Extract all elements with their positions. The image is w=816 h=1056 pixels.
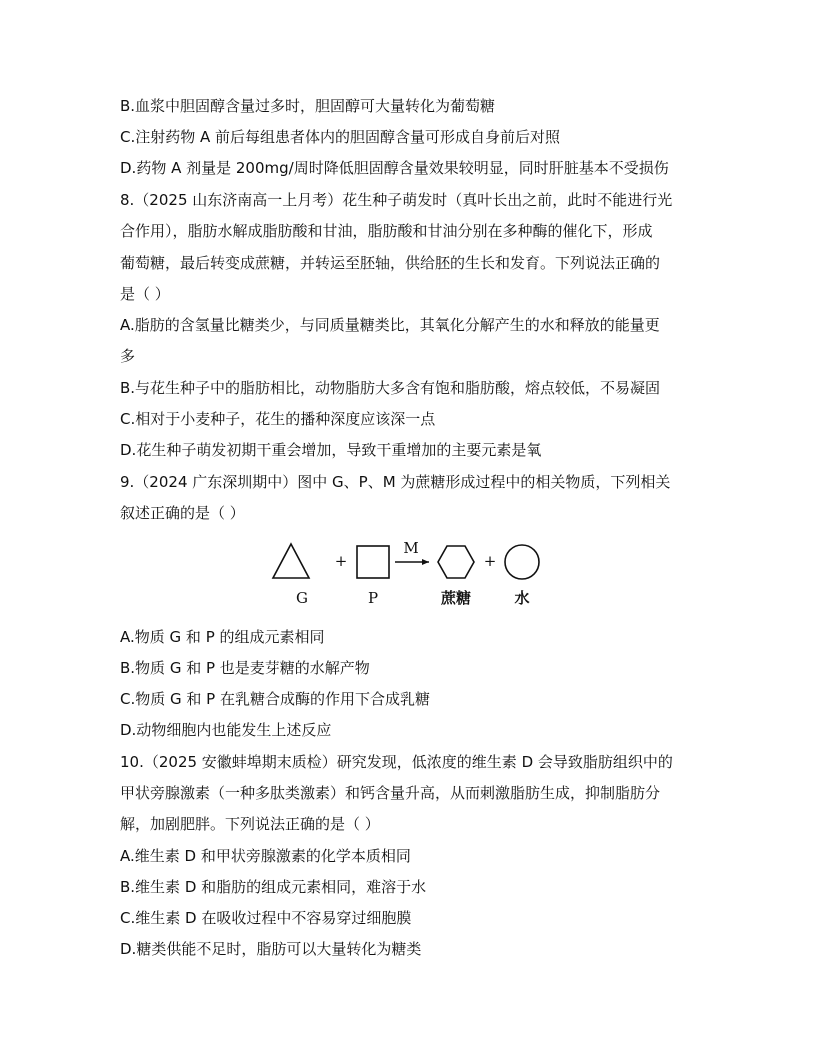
q10-stem-line-2: 甲状旁腺激素（一种多肽类激素）和钙含量升高，从而刺激脂肪生成，抑制脂肪分: [120, 784, 661, 802]
q9-option-a: A.物质 G 和 P 的组成元素相同: [120, 628, 325, 646]
q7-option-b: B.血浆中胆固醇含量过多时，胆固醇可大量转化为葡萄糖: [120, 97, 496, 115]
q8-stem-line-1: 8.（2025 山东济南高一上月考）花生种子萌发时（真叶长出之前，此时不能进行光: [120, 191, 673, 209]
plus-sign-1: +: [334, 552, 348, 570]
q10-stem-line-3: 解，加剧肥胖。下列说法正确的是（ ）: [120, 815, 380, 833]
square-p-icon: [357, 546, 389, 578]
label-p: P: [367, 589, 379, 607]
q10-stem-line-1: 10.（2025 安徽蚌埠期末质检）研究发现，低浓度的维生素 D 会导致脂肪组织中的: [120, 753, 673, 771]
triangle-g-icon: [273, 544, 309, 578]
q8-option-c: C.相对于小麦种子，花生的播种深度应该深一点: [120, 410, 436, 428]
q8-option-b: B.与花生种子中的脂肪相比，动物脂肪大多含有饱和脂肪酸，熔点较低，不易凝固: [120, 379, 661, 397]
q7-option-c: C.注射药物 A 前后每组患者体内的胆固醇含量可形成自身前后对照: [120, 128, 561, 146]
q8-stem-line-3: 葡萄糖，最后转变成蔗糖，并转运至胚轴，供给胚的生长和发育。下列说法正确的: [120, 254, 661, 272]
sucrose-reaction-diagram: [265, 532, 565, 612]
q7-option-d: D.药物 A 剂量是 200mg/周时降低胆固醇含量效果较明显，同时肝脏基本不受损伤: [120, 159, 669, 177]
q9-stem-line-2: 叙述正确的是（ ）: [120, 504, 245, 522]
label-g: G: [296, 589, 308, 607]
hexagon-sucrose-icon: [438, 546, 474, 578]
q10-option-a: A.维生素 D 和甲状旁腺激素的化学本质相同: [120, 847, 411, 865]
q10-option-d: D.糖类供能不足时，脂肪可以大量转化为糖类: [120, 940, 422, 958]
circle-water-icon: [505, 545, 539, 579]
q10-option-c: C.维生素 D 在吸收过程中不容易穿过细胞膜: [120, 909, 412, 927]
q8-option-a-line-2: 多: [120, 347, 136, 365]
label-water: 水: [514, 589, 530, 607]
q9-stem-line-1: 9.（2024 广东深圳期中）图中 G、P、M 为蔗糖形成过程中的相关物质，下列相关: [120, 473, 671, 491]
arrow-head-icon: [422, 559, 429, 565]
q8-option-a-line-1: A.脂肪的含氢量比糖类少，与同质量糖类比，其氧化分解产生的水和释放的能量更: [120, 316, 660, 334]
label-m: M: [403, 539, 419, 557]
label-sucrose: 蔗糖: [440, 589, 472, 607]
q9-option-b: B.物质 G 和 P 也是麦芽糖的水解产物: [120, 659, 370, 677]
q8-option-d: D.花生种子萌发初期干重会增加，导致干重增加的主要元素是氧: [120, 441, 542, 459]
q9-option-c: C.物质 G 和 P 在乳糖合成酶的作用下合成乳糖: [120, 690, 430, 708]
plus-sign-2: +: [483, 552, 497, 570]
q8-stem-line-4: 是（ ）: [120, 285, 170, 303]
q10-option-b: B.维生素 D 和脂肪的组成元素相同，难溶于水: [120, 878, 427, 896]
q9-option-d: D.动物细胞内也能发生上述反应: [120, 721, 332, 739]
q8-stem-line-2: 合作用），脂肪水解成脂肪酸和甘油，脂肪酸和甘油分别在多种酶的催化下，形成: [120, 222, 653, 240]
